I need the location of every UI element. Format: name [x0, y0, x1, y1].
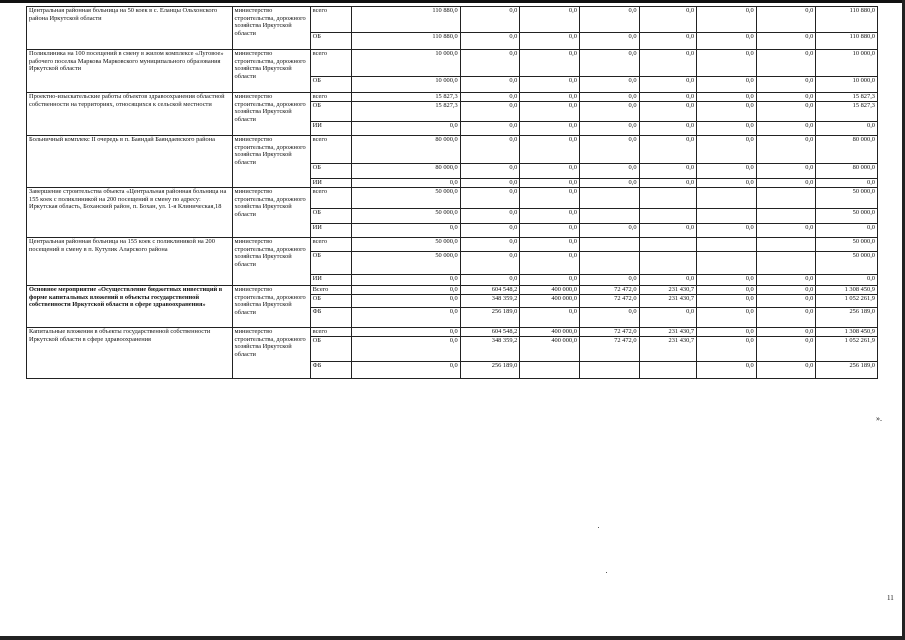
- activity-name-cell: Больничный комплекс II очередь в п. Баяндай Баяндаевского района: [27, 136, 233, 188]
- amount-cell: [579, 238, 639, 252]
- executor-cell: министерство строительства, дорожного хозяйства Иркутской области: [232, 7, 310, 50]
- amount-cell: 0,0: [579, 164, 639, 179]
- amount-cell: 0,0: [351, 295, 460, 308]
- amount-cell: 0,0: [697, 93, 757, 102]
- amount-cell: 0,0: [697, 286, 757, 295]
- amount-cell: 0,0: [520, 102, 580, 122]
- funding-source-cell: ОБ: [310, 77, 351, 93]
- amount-cell: 1 052 261,9: [816, 295, 878, 308]
- amount-cell: 0,0: [579, 33, 639, 50]
- amount-cell: 0,0: [460, 102, 520, 122]
- amount-cell: 0,0: [639, 7, 697, 33]
- amount-cell: 0,0: [756, 179, 816, 188]
- amount-cell: 0,0: [351, 337, 460, 362]
- table-row: [27, 93, 878, 102]
- amount-cell: 80 000,0: [351, 164, 460, 179]
- funding-source-cell: ФБ: [310, 308, 351, 328]
- amount-cell: 0,0: [460, 136, 520, 164]
- amount-cell: 1 308 450,9: [816, 328, 878, 337]
- executor-cell: министерство строительства, дорожного хозяйства Иркутской области: [232, 50, 310, 93]
- amount-cell: [579, 209, 639, 224]
- funding-source-cell: всего: [310, 238, 351, 252]
- amount-cell: 0,0: [579, 7, 639, 33]
- activity-name-cell: Завершение строительства объекта «Центральная районная больница на 155 коек с поликлиникой на 200 посещений в смену по адресу: Иркутская область, Боханский район, п. Бохан, ул. 1-я Клиническая,18: [27, 188, 233, 238]
- funding-source-cell: ФБ: [310, 362, 351, 379]
- amount-cell: 400 000,0: [520, 286, 580, 295]
- amount-cell: 50 000,0: [351, 252, 460, 275]
- funding-source-cell: всего: [310, 7, 351, 33]
- amount-cell: 0,0: [460, 33, 520, 50]
- amount-cell: 1 308 450,9: [816, 286, 878, 295]
- amount-cell: 0,0: [579, 93, 639, 102]
- amount-cell: [639, 362, 697, 379]
- executor-cell: министерство строительства, дорожного хозяйства Иркутской области: [232, 188, 310, 238]
- amount-cell: 0,0: [639, 164, 697, 179]
- amount-cell: 0,0: [351, 362, 460, 379]
- amount-cell: 0,0: [756, 136, 816, 164]
- funding-source-cell: ИИ: [310, 275, 351, 286]
- amount-cell: 0,0: [351, 328, 460, 337]
- amount-cell: [639, 209, 697, 224]
- amount-cell: 0,0: [639, 122, 697, 136]
- amount-cell: 0,0: [697, 179, 757, 188]
- amount-cell: 0,0: [520, 7, 580, 33]
- amount-cell: 348 359,2: [460, 337, 520, 362]
- amount-cell: 0,0: [520, 275, 580, 286]
- funding-source-cell: ОБ: [310, 209, 351, 224]
- amount-cell: 0,0: [697, 102, 757, 122]
- table-row: [27, 7, 878, 33]
- closing-quote-mark: ».: [876, 414, 882, 423]
- amount-cell: 0,0: [460, 122, 520, 136]
- amount-cell: 0,0: [351, 224, 460, 238]
- amount-cell: 0,0: [460, 209, 520, 224]
- amount-cell: 0,0: [816, 179, 878, 188]
- funding-source-cell: ОБ: [310, 337, 351, 362]
- amount-cell: 0,0: [639, 102, 697, 122]
- amount-cell: 256 189,0: [816, 308, 878, 328]
- amount-cell: 50 000,0: [351, 209, 460, 224]
- amount-cell: 50 000,0: [816, 209, 878, 224]
- amount-cell: 0,0: [520, 136, 580, 164]
- budget-table: [26, 6, 878, 379]
- amount-cell: 0,0: [460, 7, 520, 33]
- amount-cell: 0,0: [639, 50, 697, 77]
- amount-cell: 256 189,0: [460, 362, 520, 379]
- amount-cell: 0,0: [639, 136, 697, 164]
- scan-top-edge: [0, 0, 905, 3]
- funding-source-cell: всего: [310, 328, 351, 337]
- amount-cell: 0,0: [697, 33, 757, 50]
- amount-cell: 604 548,2: [460, 328, 520, 337]
- amount-cell: 0,0: [520, 252, 580, 275]
- amount-cell: 0,0: [756, 362, 816, 379]
- amount-cell: 0,0: [756, 295, 816, 308]
- funding-source-cell: ИИ: [310, 224, 351, 238]
- amount-cell: 0,0: [579, 275, 639, 286]
- amount-cell: 0,0: [579, 308, 639, 328]
- amount-cell: 0,0: [351, 122, 460, 136]
- amount-cell: 0,0: [579, 77, 639, 93]
- amount-cell: [756, 209, 816, 224]
- scan-bottom-edge: [0, 636, 905, 640]
- funding-source-cell: всего: [310, 188, 351, 209]
- executor-cell: министерство строительства, дорожного хозяйства Иркутской области: [232, 328, 310, 379]
- amount-cell: 0,0: [756, 122, 816, 136]
- amount-cell: 0,0: [579, 50, 639, 77]
- activity-name-cell: Основное мероприятие «Осуществление бюджетных инвестиций в форме капитальных вложений в объекты государственной собственности Иркутской области в сфере здравоохранения»: [27, 286, 233, 328]
- amount-cell: 72 472,0: [579, 328, 639, 337]
- amount-cell: 256 189,0: [460, 308, 520, 328]
- amount-cell: 0,0: [520, 308, 580, 328]
- funding-source-cell: ОБ: [310, 252, 351, 275]
- amount-cell: [697, 238, 757, 252]
- table-row: [27, 238, 878, 252]
- amount-cell: 10 000,0: [351, 77, 460, 93]
- executor-cell: министерство строительства, дорожного хозяйства Иркутской области: [232, 286, 310, 328]
- budget-table-body: [27, 7, 878, 379]
- amount-cell: 110 880,0: [351, 7, 460, 33]
- funding-source-cell: ОБ: [310, 102, 351, 122]
- amount-cell: 0,0: [639, 93, 697, 102]
- page-number: 11: [887, 594, 894, 602]
- amount-cell: 50 000,0: [351, 238, 460, 252]
- amount-cell: 0,0: [639, 33, 697, 50]
- amount-cell: 0,0: [756, 50, 816, 77]
- scan-speck: [598, 527, 599, 528]
- amount-cell: 10 000,0: [351, 50, 460, 77]
- amount-cell: 0,0: [460, 275, 520, 286]
- amount-cell: 0,0: [756, 224, 816, 238]
- amount-cell: 0,0: [816, 275, 878, 286]
- amount-cell: 72 472,0: [579, 286, 639, 295]
- amount-cell: 10 000,0: [816, 77, 878, 93]
- amount-cell: 72 472,0: [579, 337, 639, 362]
- amount-cell: 0,0: [579, 179, 639, 188]
- amount-cell: 256 189,0: [816, 362, 878, 379]
- amount-cell: [756, 252, 816, 275]
- amount-cell: 231 430,7: [639, 295, 697, 308]
- amount-cell: 0,0: [756, 286, 816, 295]
- amount-cell: 15 827,3: [351, 102, 460, 122]
- amount-cell: 50 000,0: [816, 238, 878, 252]
- amount-cell: 15 827,3: [816, 93, 878, 102]
- amount-cell: 0,0: [697, 328, 757, 337]
- table-row: [27, 188, 878, 209]
- funding-source-cell: ИИ: [310, 122, 351, 136]
- amount-cell: 231 430,7: [639, 337, 697, 362]
- scan-speck: [606, 572, 607, 573]
- amount-cell: 0,0: [520, 238, 580, 252]
- amount-cell: 50 000,0: [351, 188, 460, 209]
- amount-cell: 0,0: [520, 209, 580, 224]
- amount-cell: [579, 362, 639, 379]
- funding-source-cell: ОБ: [310, 295, 351, 308]
- amount-cell: 15 827,3: [816, 102, 878, 122]
- amount-cell: 0,0: [756, 33, 816, 50]
- table-row: [27, 136, 878, 164]
- funding-source-cell: всего: [310, 93, 351, 102]
- amount-cell: 0,0: [756, 93, 816, 102]
- amount-cell: 0,0: [579, 102, 639, 122]
- amount-cell: 0,0: [756, 328, 816, 337]
- amount-cell: 0,0: [351, 275, 460, 286]
- amount-cell: [639, 238, 697, 252]
- amount-cell: 0,0: [520, 164, 580, 179]
- amount-cell: 348 359,2: [460, 295, 520, 308]
- amount-cell: 50 000,0: [816, 188, 878, 209]
- executor-cell: министерство строительства, дорожного хозяйства Иркутской области: [232, 93, 310, 136]
- amount-cell: 0,0: [816, 122, 878, 136]
- activity-name-cell: Поликлиника на 100 посещений в смену в жилом комплексе «Луговое» рабочего поселка Маркова Марковского муниципального образования Иркутской области: [27, 50, 233, 93]
- amount-cell: 0,0: [520, 122, 580, 136]
- amount-cell: 110 880,0: [351, 33, 460, 50]
- amount-cell: [756, 238, 816, 252]
- amount-cell: 0,0: [460, 50, 520, 77]
- amount-cell: 0,0: [579, 224, 639, 238]
- amount-cell: 0,0: [579, 136, 639, 164]
- amount-cell: 0,0: [520, 188, 580, 209]
- amount-cell: 0,0: [697, 7, 757, 33]
- table-row: [27, 50, 878, 77]
- amount-cell: 0,0: [520, 33, 580, 50]
- amount-cell: 0,0: [460, 188, 520, 209]
- activity-name-cell: Центральная районная больница на 50 коек в с. Еланцы Ольхонского района Иркутской области: [27, 7, 233, 50]
- amount-cell: 0,0: [697, 308, 757, 328]
- amount-cell: 0,0: [639, 308, 697, 328]
- funding-source-cell: ИИ: [310, 179, 351, 188]
- activity-name-cell: Проектно-изыскательские работы объектов здравоохранения областной собственности на территориях, относящихся к сельской местности: [27, 93, 233, 136]
- amount-cell: 0,0: [460, 179, 520, 188]
- table-row: [27, 328, 878, 337]
- activity-name-cell: Капитальные вложения в объекты государственной собственности Иркутской области в сфере здравоохранения: [27, 328, 233, 379]
- amount-cell: 604 548,2: [460, 286, 520, 295]
- amount-cell: 15 827,3: [351, 93, 460, 102]
- amount-cell: 0,0: [756, 275, 816, 286]
- amount-cell: 0,0: [697, 77, 757, 93]
- amount-cell: 0,0: [697, 224, 757, 238]
- amount-cell: 80 000,0: [816, 164, 878, 179]
- amount-cell: 400 000,0: [520, 295, 580, 308]
- executor-cell: министерство строительства, дорожного хозяйства Иркутской области: [232, 136, 310, 188]
- amount-cell: 231 430,7: [639, 286, 697, 295]
- funding-source-cell: Всего: [310, 286, 351, 295]
- amount-cell: 50 000,0: [816, 252, 878, 275]
- amount-cell: 0,0: [520, 77, 580, 93]
- amount-cell: [579, 188, 639, 209]
- amount-cell: 0,0: [520, 93, 580, 102]
- amount-cell: 0,0: [697, 122, 757, 136]
- amount-cell: 0,0: [639, 179, 697, 188]
- amount-cell: 0,0: [816, 224, 878, 238]
- amount-cell: 0,0: [697, 136, 757, 164]
- amount-cell: 0,0: [697, 164, 757, 179]
- amount-cell: 0,0: [756, 77, 816, 93]
- amount-cell: 400 000,0: [520, 328, 580, 337]
- amount-cell: 10 000,0: [816, 50, 878, 77]
- amount-cell: [697, 209, 757, 224]
- amount-cell: 0,0: [697, 295, 757, 308]
- funding-source-cell: всего: [310, 136, 351, 164]
- amount-cell: [756, 188, 816, 209]
- amount-cell: 0,0: [639, 224, 697, 238]
- amount-cell: [639, 252, 697, 275]
- amount-cell: 0,0: [460, 238, 520, 252]
- amount-cell: 80 000,0: [816, 136, 878, 164]
- amount-cell: 0,0: [520, 179, 580, 188]
- amount-cell: [579, 252, 639, 275]
- funding-source-cell: ОБ: [310, 33, 351, 50]
- amount-cell: 0,0: [697, 50, 757, 77]
- amount-cell: 0,0: [756, 164, 816, 179]
- amount-cell: 0,0: [579, 122, 639, 136]
- amount-cell: 0,0: [351, 308, 460, 328]
- amount-cell: 0,0: [697, 275, 757, 286]
- amount-cell: 0,0: [460, 252, 520, 275]
- amount-cell: [697, 188, 757, 209]
- amount-cell: 1 052 261,9: [816, 337, 878, 362]
- funding-source-cell: ОБ: [310, 164, 351, 179]
- amount-cell: 0,0: [351, 286, 460, 295]
- executor-cell: министерство строительства, дорожного хозяйства Иркутской области: [232, 238, 310, 286]
- amount-cell: 231 430,7: [639, 328, 697, 337]
- amount-cell: 0,0: [756, 7, 816, 33]
- amount-cell: 0,0: [639, 77, 697, 93]
- amount-cell: 0,0: [351, 179, 460, 188]
- amount-cell: 110 880,0: [816, 7, 878, 33]
- amount-cell: 0,0: [756, 308, 816, 328]
- amount-cell: 0,0: [697, 337, 757, 362]
- amount-cell: 0,0: [756, 102, 816, 122]
- amount-cell: 72 472,0: [579, 295, 639, 308]
- funding-source-cell: всего: [310, 50, 351, 77]
- amount-cell: 0,0: [460, 93, 520, 102]
- amount-cell: 0,0: [639, 275, 697, 286]
- amount-cell: 0,0: [756, 337, 816, 362]
- amount-cell: 80 000,0: [351, 136, 460, 164]
- amount-cell: 0,0: [460, 164, 520, 179]
- amount-cell: 0,0: [520, 224, 580, 238]
- activity-name-cell: Центральная районная больница на 155 коек с поликлиникой на 200 посещений в смену в п. Кутулик Аларского района: [27, 238, 233, 286]
- amount-cell: 0,0: [460, 77, 520, 93]
- amount-cell: 110 880,0: [816, 33, 878, 50]
- amount-cell: [697, 252, 757, 275]
- amount-cell: 0,0: [520, 50, 580, 77]
- amount-cell: 0,0: [460, 224, 520, 238]
- amount-cell: [639, 188, 697, 209]
- amount-cell: 400 000,0: [520, 337, 580, 362]
- table-row: [27, 286, 878, 295]
- amount-cell: [520, 362, 580, 379]
- amount-cell: 0,0: [697, 362, 757, 379]
